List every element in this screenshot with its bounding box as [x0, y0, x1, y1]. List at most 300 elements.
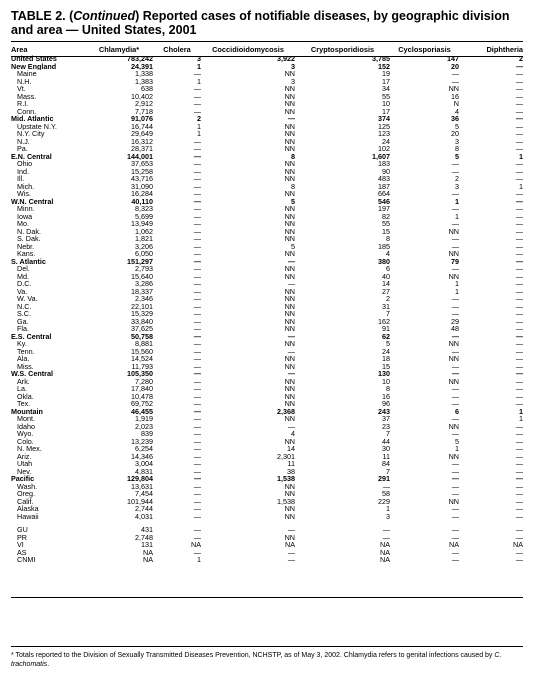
cell-area: S. Dak. [17, 235, 41, 243]
cell-cryptosporidiosis: 27 [382, 287, 390, 295]
table-row [11, 100, 523, 108]
cell-cyclosporiasis: NN [448, 272, 459, 280]
cell-chlamydia: 13,949 [131, 220, 153, 228]
cell-cryptosporidiosis: 1,607 [372, 152, 390, 160]
cell-area: Alaska [17, 505, 39, 513]
table-row [11, 438, 523, 446]
cell-cyclosporiasis: 2 [455, 175, 459, 183]
cell-area: Fla. [17, 325, 29, 333]
cell-diphtheria: — [515, 235, 523, 243]
table-title [11, 9, 531, 37]
cell-diphtheria: — [515, 197, 523, 205]
table-row [11, 205, 523, 213]
division-row [11, 258, 523, 266]
cell-coccidioidomycosis: 14 [287, 445, 295, 453]
cell-cholera: — [193, 220, 201, 228]
disease-table [11, 44, 523, 564]
cell-coccidioidomycosis: NN [284, 400, 295, 408]
cell-cholera: — [193, 385, 201, 393]
cell-chlamydia: 2,748 [135, 533, 153, 541]
table-row [11, 123, 523, 131]
cell-chlamydia: 8,323 [135, 205, 153, 213]
cell-cryptosporidiosis: 8 [386, 385, 390, 393]
cell-cryptosporidiosis: 102 [378, 145, 390, 153]
cell-chlamydia: 144,001 [127, 152, 153, 160]
cell-coccidioidomycosis: — [287, 280, 295, 288]
cell-chlamydia: 431 [141, 526, 153, 534]
table-row [11, 541, 523, 549]
cell-area: VI [17, 541, 24, 549]
table-row [11, 393, 523, 401]
cell-chlamydia: 638 [141, 85, 153, 93]
cell-chlamydia: 4,831 [135, 467, 153, 475]
cell-chlamydia: 13,631 [131, 482, 153, 490]
footnote [11, 652, 533, 669]
cell-coccidioidomycosis: NN [284, 505, 295, 513]
cell-cholera: — [193, 235, 201, 243]
cell-cholera: — [193, 70, 201, 78]
cell-diphtheria: — [515, 205, 523, 213]
cell-area: Mid. Atlantic [11, 115, 54, 123]
cell-cholera: — [193, 265, 201, 273]
cell-cyclosporiasis: 3 [455, 182, 459, 190]
cell-cholera: — [193, 430, 201, 438]
cell-cholera: — [193, 340, 201, 348]
cell-cholera: — [193, 467, 201, 475]
table-row [11, 78, 523, 86]
cell-coccidioidomycosis: 8 [291, 152, 295, 160]
division-row [11, 198, 523, 206]
cell-chlamydia: 13,239 [131, 437, 153, 445]
table-row [11, 183, 523, 191]
cell-cholera: — [193, 452, 201, 460]
cell-coccidioidomycosis: NN [284, 92, 295, 100]
cell-cyclosporiasis: NN [448, 85, 459, 93]
cell-cholera: — [193, 287, 201, 295]
cell-cyclosporiasis: — [451, 242, 459, 250]
cell-diphtheria: — [515, 325, 523, 333]
cell-cryptosporidiosis: 14 [382, 280, 390, 288]
cell-cyclosporiasis: 3 [455, 137, 459, 145]
cell-coccidioidomycosis: NN [284, 220, 295, 228]
cell-diphtheria: — [515, 400, 523, 408]
header-cryptosporidiosis: Cryptosporidiosis [310, 44, 375, 54]
cell-coccidioidomycosis: — [287, 347, 295, 355]
cell-cryptosporidiosis: 17 [382, 107, 390, 115]
cell-cholera: — [193, 272, 201, 280]
cell-chlamydia: 40,110 [131, 197, 153, 205]
cell-chlamydia: 2,744 [135, 505, 153, 513]
cell-cholera: — [193, 182, 201, 190]
cell-cholera: — [193, 437, 201, 445]
division-row [11, 370, 523, 378]
cell-chlamydia: 1,062 [135, 227, 153, 235]
table-row [11, 526, 523, 534]
cell-chlamydia: 783,242 [127, 55, 153, 63]
cell-coccidioidomycosis: NN [284, 145, 295, 153]
cell-chlamydia: 7,454 [135, 490, 153, 498]
cell-cyclosporiasis: 1 [455, 212, 459, 220]
cell-cryptosporidiosis: 1 [386, 505, 390, 513]
cell-area: Del. [17, 265, 30, 273]
table-row [11, 235, 523, 243]
cell-chlamydia: 4,031 [135, 512, 153, 520]
cell-cryptosporidiosis: 130 [378, 370, 390, 378]
cell-cryptosporidiosis: 62 [382, 332, 390, 340]
cell-cyclosporiasis: 4 [455, 107, 459, 115]
cell-cholera: — [193, 400, 201, 408]
cell-diphtheria: — [515, 370, 523, 378]
cell-area: N. Mex. [17, 445, 42, 453]
table-row [11, 160, 523, 168]
division-row [11, 115, 523, 123]
cell-area: Pa. [17, 145, 28, 153]
cell-diphtheria: — [515, 295, 523, 303]
cell-cyclosporiasis: — [451, 490, 459, 498]
cell-cryptosporidiosis: 483 [378, 175, 390, 183]
top-rule [11, 41, 523, 42]
cell-cholera: — [193, 152, 201, 160]
cell-cyclosporiasis: — [451, 556, 459, 564]
cell-area: Minn. [17, 205, 35, 213]
cell-cholera: — [193, 92, 201, 100]
cell-coccidioidomycosis: NN [284, 415, 295, 423]
cell-coccidioidomycosis: NN [284, 70, 295, 78]
cell-coccidioidomycosis: — [287, 556, 295, 564]
cell-area: Nev. [17, 467, 32, 475]
cell-cholera: 3 [197, 55, 201, 63]
cell-area: Wash. [17, 482, 38, 490]
cell-cryptosporidiosis: 10 [382, 100, 390, 108]
cell-area: S. Atlantic [11, 257, 46, 265]
cell-cholera: — [193, 137, 201, 145]
table-row [11, 175, 523, 183]
cell-coccidioidomycosis: NN [284, 265, 295, 273]
cell-diphtheria: — [515, 167, 523, 175]
cell-cyclosporiasis: — [451, 362, 459, 370]
cell-diphtheria: — [515, 100, 523, 108]
cell-cryptosporidiosis: 10 [382, 377, 390, 385]
cell-coccidioidomycosis: NA [285, 541, 295, 549]
cell-chlamydia: 3,206 [135, 242, 153, 250]
cell-coccidioidomycosis: NN [284, 212, 295, 220]
cell-chlamydia: 839 [141, 430, 153, 438]
cell-cyclosporiasis: 29 [451, 317, 459, 325]
cell-area: Kans. [17, 250, 36, 258]
table-row [11, 363, 523, 371]
cell-cyclosporiasis: — [451, 475, 459, 483]
cell-chlamydia: 1,821 [135, 235, 153, 243]
cell-cryptosporidiosis: — [382, 526, 390, 534]
cell-coccidioidomycosis: 3 [291, 62, 295, 70]
table-row [11, 340, 523, 348]
cell-chlamydia: 31,090 [131, 182, 153, 190]
cell-area: Md. [17, 272, 29, 280]
table-row [11, 378, 523, 386]
cell-cholera: — [193, 280, 201, 288]
cell-chlamydia: 16,744 [131, 122, 153, 130]
cell-cholera: — [193, 422, 201, 430]
table-row [11, 190, 523, 198]
cell-chlamydia: 3,286 [135, 280, 153, 288]
cell-cholera: — [193, 533, 201, 541]
cell-cryptosporidiosis: 17 [382, 77, 390, 85]
cell-cryptosporidiosis: 82 [382, 212, 390, 220]
territories-rule [11, 597, 523, 598]
cell-diphtheria: — [515, 556, 523, 564]
cell-cyclosporiasis: N [453, 100, 459, 108]
cell-coccidioidomycosis: NN [284, 385, 295, 393]
cell-coccidioidomycosis: NN [284, 227, 295, 235]
table-row [11, 460, 523, 468]
cell-chlamydia: 151,297 [127, 257, 153, 265]
cell-area: S.C. [17, 310, 31, 318]
cell-diphtheria: — [515, 85, 523, 93]
cell-cholera: — [193, 332, 201, 340]
cell-cholera: — [193, 107, 201, 115]
cell-area: R.I. [17, 100, 29, 108]
cell-area: Upstate N.Y. [17, 122, 57, 130]
cell-area: Ill. [17, 175, 25, 183]
cell-area: GU [17, 526, 28, 534]
table-row [11, 273, 523, 281]
cell-cholera: — [193, 190, 201, 198]
cell-coccidioidomycosis: 5 [291, 242, 295, 250]
table-row [11, 348, 523, 356]
cell-chlamydia: 43,716 [131, 175, 153, 183]
table-row [11, 385, 523, 393]
cell-coccidioidomycosis: NN [284, 137, 295, 145]
cell-coccidioidomycosis: NN [284, 167, 295, 175]
table-row [11, 145, 523, 153]
cell-cyclosporiasis: — [451, 505, 459, 513]
cell-cryptosporidiosis: 15 [382, 227, 390, 235]
footnote-end: . [47, 660, 50, 668]
cell-area: Wyo. [17, 430, 34, 438]
cell-cholera: 1 [197, 122, 201, 130]
cell-cholera: — [193, 295, 201, 303]
cell-cryptosporidiosis: 197 [378, 205, 390, 213]
cell-coccidioidomycosis: NN [284, 205, 295, 213]
cell-diphtheria: — [515, 332, 523, 340]
cell-diphtheria: — [515, 452, 523, 460]
title-continued: Continued [73, 9, 136, 23]
division-row [11, 63, 523, 71]
table-row [11, 549, 523, 557]
cell-cryptosporidiosis: 162 [378, 317, 390, 325]
cell-coccidioidomycosis: NN [284, 175, 295, 183]
cell-cholera: — [193, 526, 201, 534]
cell-diphtheria: — [515, 287, 523, 295]
cell-coccidioidomycosis: 2,368 [277, 407, 295, 415]
cell-cholera: — [193, 317, 201, 325]
cell-coccidioidomycosis: NN [284, 482, 295, 490]
cell-diphtheria: — [515, 280, 523, 288]
cell-cryptosporidiosis: 229 [378, 497, 390, 505]
cell-cyclosporiasis: — [451, 370, 459, 378]
table-row [11, 556, 523, 564]
cell-area: Mo. [17, 220, 29, 228]
cell-diphtheria: — [515, 317, 523, 325]
cell-coccidioidomycosis: — [287, 526, 295, 534]
cell-diphtheria: — [515, 107, 523, 115]
cell-area: Miss. [17, 362, 34, 370]
cell-coccidioidomycosis: NN [284, 362, 295, 370]
cell-cholera: — [193, 145, 201, 153]
header-area: Area [11, 44, 28, 54]
cell-cholera: NA [191, 541, 201, 549]
cell-coccidioidomycosis: — [287, 548, 295, 556]
cell-chlamydia: 2,023 [135, 422, 153, 430]
cell-coccidioidomycosis: NN [284, 235, 295, 243]
cell-coccidioidomycosis: 11 [287, 460, 295, 468]
cell-diphtheria: 1 [519, 152, 523, 160]
cell-cryptosporidiosis: 37 [382, 415, 390, 423]
cell-cholera: — [193, 512, 201, 520]
cell-chlamydia: 105,350 [127, 370, 153, 378]
cell-area: Nebr. [17, 242, 35, 250]
cell-coccidioidomycosis: 3 [291, 77, 295, 85]
cell-cholera: — [193, 392, 201, 400]
cell-cyclosporiasis: — [451, 430, 459, 438]
cell-diphtheria: — [515, 250, 523, 258]
cell-cryptosporidiosis: 96 [382, 400, 390, 408]
cell-cholera: — [193, 497, 201, 505]
bottom-rule [11, 646, 523, 647]
cell-chlamydia: 28,371 [131, 145, 153, 153]
table-row [11, 310, 523, 318]
table-row [11, 468, 523, 476]
header-chlamydia: Chlamydia* [98, 44, 140, 54]
table-row [11, 423, 523, 431]
cell-diphtheria: — [515, 175, 523, 183]
cell-area: Ind. [17, 167, 29, 175]
cell-diphtheria: — [515, 430, 523, 438]
cell-cholera: — [193, 415, 201, 423]
cell-cryptosporidiosis: 23 [382, 422, 390, 430]
table-row [11, 303, 523, 311]
cell-cyclosporiasis: 5 [455, 122, 459, 130]
cell-cryptosporidiosis: 30 [382, 445, 390, 453]
cell-cholera: 1 [197, 62, 201, 70]
cell-cryptosporidiosis: 58 [382, 490, 390, 498]
cell-area: Calif. [17, 497, 34, 505]
cell-chlamydia: 10,478 [131, 392, 153, 400]
cell-cholera: 1 [197, 130, 201, 138]
cell-cyclosporiasis: 8 [455, 145, 459, 153]
cell-cryptosporidiosis: 380 [378, 257, 390, 265]
cell-cyclosporiasis: — [451, 347, 459, 355]
cell-diphtheria: — [515, 310, 523, 318]
table-row [11, 445, 523, 453]
cell-area: Mountain [11, 407, 43, 415]
cell-cryptosporidiosis: — [382, 482, 390, 490]
cell-cyclosporiasis: 1 [455, 287, 459, 295]
cell-chlamydia: 37,653 [131, 160, 153, 168]
cell-cholera: — [193, 302, 201, 310]
cell-cyclosporiasis: — [451, 385, 459, 393]
cell-cholera: — [193, 370, 201, 378]
cell-cryptosporidiosis: 84 [382, 460, 390, 468]
table-row [11, 85, 523, 93]
cell-area: N.C. [17, 302, 32, 310]
cell-cholera: — [193, 212, 201, 220]
cell-cryptosporidiosis: 291 [378, 475, 390, 483]
cell-diphtheria: — [515, 467, 523, 475]
cell-diphtheria: — [515, 475, 523, 483]
cell-cryptosporidiosis: 24 [382, 347, 390, 355]
cell-cryptosporidiosis: 3,785 [372, 55, 390, 63]
cell-cholera: — [193, 482, 201, 490]
cell-cholera: — [193, 250, 201, 258]
cell-cyclosporiasis: NA [449, 541, 459, 549]
cell-cholera: — [193, 347, 201, 355]
cell-area: N.Y. City [17, 130, 45, 138]
cell-chlamydia: NA [143, 556, 153, 564]
cell-cyclosporiasis: 5 [455, 152, 459, 160]
cell-diphtheria: — [515, 362, 523, 370]
cell-cholera: — [193, 242, 201, 250]
cell-diphtheria: — [515, 347, 523, 355]
cell-cryptosporidiosis: 546 [378, 197, 390, 205]
cell-chlamydia: 18,337 [131, 287, 153, 295]
cell-diphtheria: — [515, 160, 523, 168]
table-row [11, 220, 523, 228]
cell-cryptosporidiosis: 55 [382, 92, 390, 100]
table-row [11, 295, 523, 303]
cell-area: Idaho [17, 422, 35, 430]
cell-cryptosporidiosis: 90 [382, 167, 390, 175]
cell-cryptosporidiosis: 125 [378, 122, 390, 130]
cell-coccidioidomycosis: NN [284, 85, 295, 93]
cell-area: Mich. [17, 182, 35, 190]
table-row [11, 228, 523, 236]
cell-chlamydia: 2,793 [135, 265, 153, 273]
header-diphtheria: Diphtheria [486, 44, 523, 54]
cell-cyclosporiasis: — [451, 332, 459, 340]
cell-chlamydia: NA [143, 548, 153, 556]
cell-chlamydia: 1,338 [135, 70, 153, 78]
cell-cyclosporiasis: NN [448, 340, 459, 348]
cell-diphtheria: 1 [519, 407, 523, 415]
cell-area: PR [17, 533, 27, 541]
cell-cryptosporidiosis: 11 [382, 452, 390, 460]
cell-diphtheria: — [515, 265, 523, 273]
cell-cyclosporiasis: — [451, 205, 459, 213]
cell-diphtheria: — [515, 137, 523, 145]
cell-cryptosporidiosis: 8 [386, 235, 390, 243]
division-row [11, 475, 523, 483]
cell-cyclosporiasis: — [451, 548, 459, 556]
cell-coccidioidomycosis: 1,538 [277, 497, 295, 505]
cell-diphtheria: — [515, 437, 523, 445]
table-row [11, 250, 523, 258]
cell-diphtheria: — [515, 505, 523, 513]
cell-coccidioidomycosis: — [287, 370, 295, 378]
cell-area: Ky. [17, 340, 27, 348]
cell-cholera: 1 [197, 556, 201, 564]
cell-area: AS [17, 548, 27, 556]
cell-cyclosporiasis: NN [448, 377, 459, 385]
cell-cryptosporidiosis: 187 [378, 182, 390, 190]
cell-area: CNMI [17, 556, 36, 564]
cell-diphtheria: — [515, 385, 523, 393]
cell-cyclosporiasis: — [451, 190, 459, 198]
cell-cholera: — [193, 445, 201, 453]
cell-chlamydia: 91,076 [131, 115, 153, 123]
cell-chlamydia: 16,312 [131, 137, 153, 145]
footnote-italic: C. trachomatis [11, 652, 502, 668]
